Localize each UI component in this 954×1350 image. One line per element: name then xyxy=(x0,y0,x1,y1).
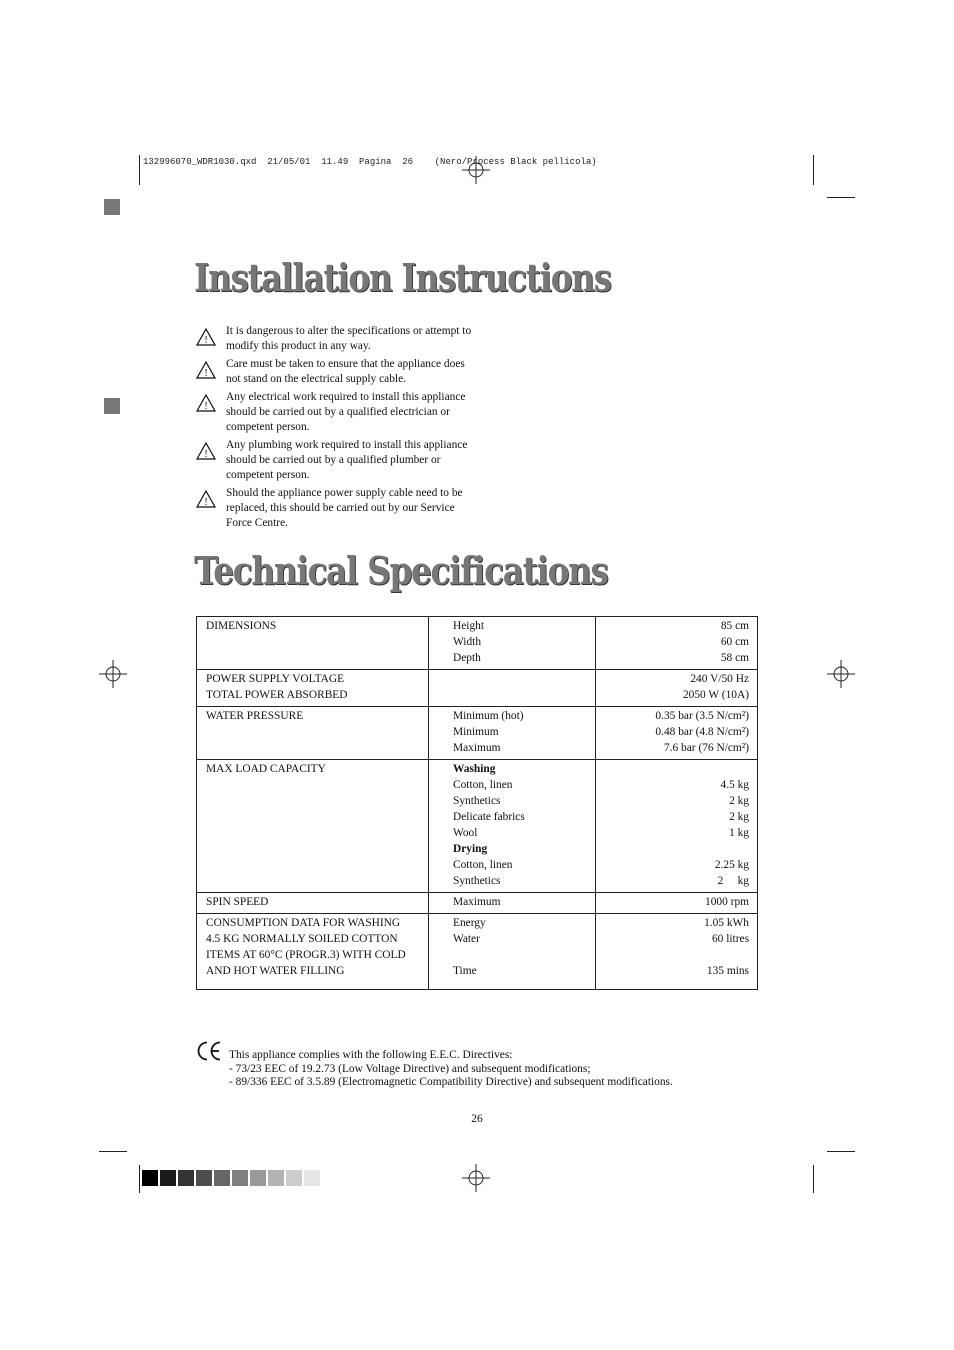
item-line: Width xyxy=(453,636,482,648)
value-line: 58 cm xyxy=(720,652,749,664)
spec-items xyxy=(429,914,596,990)
item-line: Maximum xyxy=(453,896,501,908)
spec-category xyxy=(197,914,429,990)
value-line: 7.6 bar (76 N/cm²) xyxy=(663,742,749,754)
spec-values xyxy=(596,670,758,707)
registration-mark-icon xyxy=(827,660,855,688)
category-line: CONSUMPTION DATA FOR WASHING xyxy=(206,917,401,929)
spec-items xyxy=(429,617,596,670)
item-line: Minimum xyxy=(453,726,499,738)
item-subheading: Washing xyxy=(453,763,496,775)
value-line: 1 kg xyxy=(729,827,749,839)
item-line: Maximum xyxy=(453,742,501,754)
value-line: 1000 rpm xyxy=(705,896,749,908)
category-line: 4.5 KG NORMALLY SOILED COTTON xyxy=(206,933,398,945)
warning-item xyxy=(196,357,476,387)
crop-mark xyxy=(813,1165,814,1193)
grayscale-swatch xyxy=(178,1170,194,1186)
item-line: Cotton, linen xyxy=(453,779,513,791)
spec-items xyxy=(429,707,596,760)
crop-mark xyxy=(139,155,140,185)
spec-category xyxy=(197,707,429,760)
value-line: 240 V/50 Hz xyxy=(690,673,749,685)
category-line: WATER PRESSURE xyxy=(206,710,304,722)
printer-slug: 132996070_WDR1030.qxd 21/05/01 11.49 Pagina 26 (Nero/Process Black pellicola) xyxy=(143,157,597,167)
warning-text: It is dangerous to alter the specifications or attempt to modify this product in any way. xyxy=(226,325,472,352)
category-line: AND HOT WATER FILLING xyxy=(206,965,345,977)
value-line: 0.48 bar (4.8 N/cm²) xyxy=(655,726,749,738)
table-row xyxy=(197,707,758,760)
spec-values xyxy=(596,707,758,760)
item-line: Delicate fabrics xyxy=(453,811,525,823)
warning-triangle-icon xyxy=(196,490,216,508)
value-line: 85 cm xyxy=(720,620,749,632)
spec-category xyxy=(197,760,429,893)
value-line: 0.35 bar (3.5 N/cm²) xyxy=(655,710,749,722)
warning-text: Any plumbing work required to install this appliance should be carried out by a qualified plumber or competent person. xyxy=(226,439,468,481)
category-line: DIMENSIONS xyxy=(206,620,277,632)
specifications-table xyxy=(196,616,758,990)
compliance-text xyxy=(229,1049,673,1090)
crop-mark xyxy=(139,1165,140,1193)
value-line: 60 litres xyxy=(711,933,749,945)
crop-mark xyxy=(827,197,855,198)
spec-values xyxy=(596,760,758,893)
item-line: Minimum (hot) xyxy=(453,710,524,722)
value-line: 1.05 kWh xyxy=(704,917,749,929)
table-row xyxy=(197,670,758,707)
spec-values xyxy=(596,893,758,914)
warning-item xyxy=(196,438,476,483)
warning-triangle-icon xyxy=(196,361,216,379)
svg-text:!: ! xyxy=(204,401,208,412)
spec-items xyxy=(429,893,596,914)
svg-text:!: ! xyxy=(204,497,208,508)
spec-items xyxy=(429,670,596,707)
grayscale-swatch xyxy=(304,1170,320,1186)
warning-triangle-icon xyxy=(196,328,216,346)
value-line: 2 kg xyxy=(729,795,749,807)
crop-mark xyxy=(813,155,814,185)
value-line xyxy=(605,841,749,857)
spec-category xyxy=(197,670,429,707)
value-line: 4.5 kg xyxy=(720,779,749,791)
value-line xyxy=(605,947,749,963)
compliance-line: - 89/336 EEC of 3.5.89 (Electromagnetic Compatibility Directive) and subsequent modifications. xyxy=(229,1076,673,1088)
category-line: POWER SUPPLY VOLTAGE xyxy=(206,673,345,685)
grayscale-swatch xyxy=(196,1170,212,1186)
value-line: 60 cm xyxy=(720,636,749,648)
registration-mark-icon xyxy=(462,1164,490,1192)
registration-mark-icon xyxy=(99,660,127,688)
compliance-line: - 73/23 EEC of 19.2.73 (Low Voltage Directive) and subsequent modifications; xyxy=(229,1062,591,1075)
value-line: 2.25 kg xyxy=(714,859,749,871)
spec-values xyxy=(596,914,758,990)
item-subheading: Drying xyxy=(453,843,488,855)
margin-marker xyxy=(104,398,120,414)
specifications-title: Technical Specifications xyxy=(194,548,608,593)
item-line: Depth xyxy=(453,652,481,664)
item-line: Cotton, linen xyxy=(453,859,513,871)
grayscale-swatch xyxy=(268,1170,284,1186)
grayscale-swatch xyxy=(142,1170,158,1186)
warning-text: Care must be taken to ensure that the appliance does not stand on the electrical supply cable. xyxy=(226,358,465,385)
margin-marker xyxy=(104,199,120,215)
svg-text:!: ! xyxy=(204,449,208,460)
item-line: Wool xyxy=(453,827,478,839)
item-line: Synthetics xyxy=(453,795,501,807)
crop-mark xyxy=(99,1151,127,1152)
item-line: Water xyxy=(453,933,480,945)
value-line: 2050 W (10A) xyxy=(682,689,749,701)
spec-values xyxy=(596,617,758,670)
category-line: ITEMS AT 60°C (PROGR.3) WITH COLD xyxy=(206,949,406,961)
warning-item xyxy=(196,324,476,354)
value-line xyxy=(605,761,749,777)
item-line: Energy xyxy=(453,917,486,929)
warning-item xyxy=(196,390,476,435)
warning-item xyxy=(196,486,476,531)
grayscale-swatch xyxy=(250,1170,266,1186)
value-line: 135 mins xyxy=(706,965,749,977)
warning-text: Should the appliance power supply cable need to be replaced, this should be carried out by our Service Force Centre. xyxy=(226,487,463,529)
category-line: SPIN SPEED xyxy=(206,896,269,908)
item-line: Synthetics xyxy=(453,875,501,887)
page-number: 26 xyxy=(471,1113,483,1125)
ce-mark-icon xyxy=(196,1040,224,1062)
value-line: 2 kg xyxy=(729,811,749,823)
table-row xyxy=(197,760,758,893)
svg-text:!: ! xyxy=(204,335,208,346)
table-row xyxy=(197,914,758,990)
spec-category xyxy=(197,617,429,670)
installation-title: Installation Instructions xyxy=(194,255,611,300)
grayscale-swatch xyxy=(286,1170,302,1186)
value-line: 2 kg xyxy=(717,875,749,887)
table-row xyxy=(197,617,758,670)
svg-text:!: ! xyxy=(204,368,208,379)
compliance-line: This appliance complies with the following E.E.C. Directives: xyxy=(229,1049,513,1061)
crop-mark xyxy=(827,1151,855,1152)
grayscale-swatch xyxy=(160,1170,176,1186)
grayscale-swatch xyxy=(232,1170,248,1186)
spec-items xyxy=(429,760,596,893)
grayscale-bar xyxy=(142,1170,320,1186)
spec-category xyxy=(197,893,429,914)
warning-text: Any electrical work required to install this appliance should be carried out by a qualified electrician or competent person. xyxy=(226,391,466,433)
item-line: Height xyxy=(453,620,485,632)
category-line: TOTAL POWER ABSORBED xyxy=(206,689,348,701)
item-line: Time xyxy=(453,965,477,977)
table-row xyxy=(197,893,758,914)
item-line xyxy=(453,947,587,963)
warning-triangle-icon xyxy=(196,442,216,460)
registration-mark-icon xyxy=(462,156,490,184)
grayscale-swatch xyxy=(214,1170,230,1186)
warning-list xyxy=(196,324,476,534)
warning-triangle-icon xyxy=(196,394,216,412)
category-line: MAX LOAD CAPACITY xyxy=(206,763,326,775)
